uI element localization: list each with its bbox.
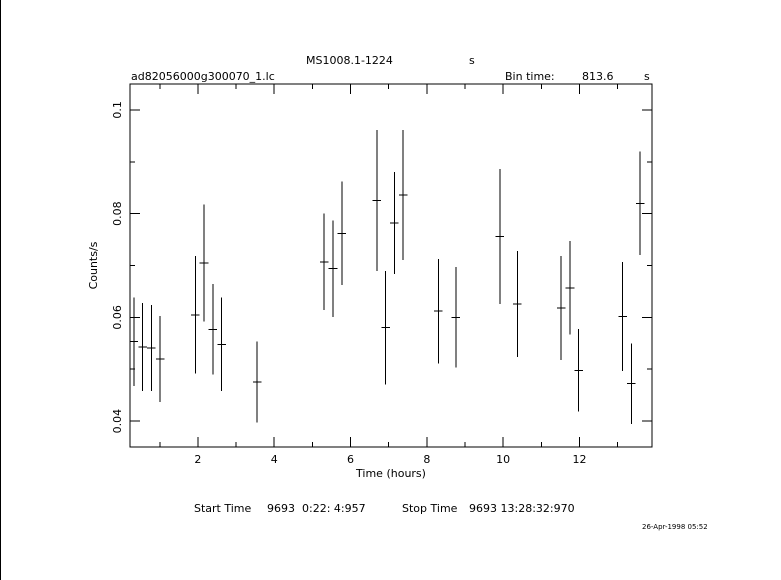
data-point — [618, 262, 627, 371]
object-name: MS1008.1-1224 — [306, 54, 393, 67]
filename-label: ad82056000g300070_1.lc — [131, 70, 275, 83]
data-point — [434, 259, 443, 364]
plot-data-points — [130, 130, 645, 424]
x-tick-label: 8 — [423, 453, 431, 466]
x-tick-label: 2 — [194, 453, 202, 466]
y-tick-label: 0.06 — [111, 305, 124, 330]
bin-time-unit: s — [644, 70, 650, 83]
data-point — [208, 284, 217, 374]
data-point — [320, 214, 329, 310]
plot-ticks — [111, 84, 652, 466]
data-point — [130, 298, 139, 386]
y-tick-label: 0.08 — [111, 201, 124, 226]
data-point — [138, 303, 147, 391]
x-tick-label: 12 — [572, 453, 587, 466]
data-point — [636, 151, 645, 255]
data-point — [557, 256, 566, 360]
stop-time-label: Stop Time — [402, 502, 458, 515]
data-point — [217, 298, 226, 391]
data-point — [495, 169, 504, 304]
x-tick-label: 4 — [270, 453, 278, 466]
data-point — [337, 181, 346, 285]
data-point — [381, 271, 390, 384]
data-point — [191, 256, 200, 373]
stop-time-value: 9693 13:28:32:970 — [469, 502, 575, 515]
bin-time-value: 813.6 — [582, 70, 614, 83]
data-point — [627, 343, 636, 424]
plot-frame — [130, 84, 652, 447]
y-tick-label: 0.1 — [111, 101, 124, 119]
data-point — [513, 251, 522, 357]
start-time-value: 9693 0:22: 4:957 — [267, 502, 366, 515]
data-point — [566, 241, 575, 334]
object-unit: s — [469, 54, 475, 67]
data-point — [156, 316, 165, 402]
data-point — [253, 342, 262, 423]
x-tick-label: 10 — [496, 453, 511, 466]
x-tick-label: 6 — [347, 453, 355, 466]
y-tick-label: 0.04 — [111, 408, 124, 434]
bin-time-label: Bin time: — [505, 70, 555, 83]
x-axis-label: Time (hours) — [356, 467, 426, 480]
y-axis-label: Counts/s — [87, 241, 100, 290]
data-point — [390, 172, 399, 274]
start-time-label: Start Time — [194, 502, 252, 515]
data-point — [329, 220, 338, 316]
date-stamp: 26-Apr-1998 05:52 — [642, 523, 708, 531]
data-point — [399, 130, 408, 260]
data-point — [147, 305, 156, 391]
data-point — [452, 267, 461, 368]
data-point — [373, 130, 382, 271]
data-point — [200, 204, 209, 321]
data-point — [574, 329, 583, 412]
plot-axes — [87, 84, 652, 480]
